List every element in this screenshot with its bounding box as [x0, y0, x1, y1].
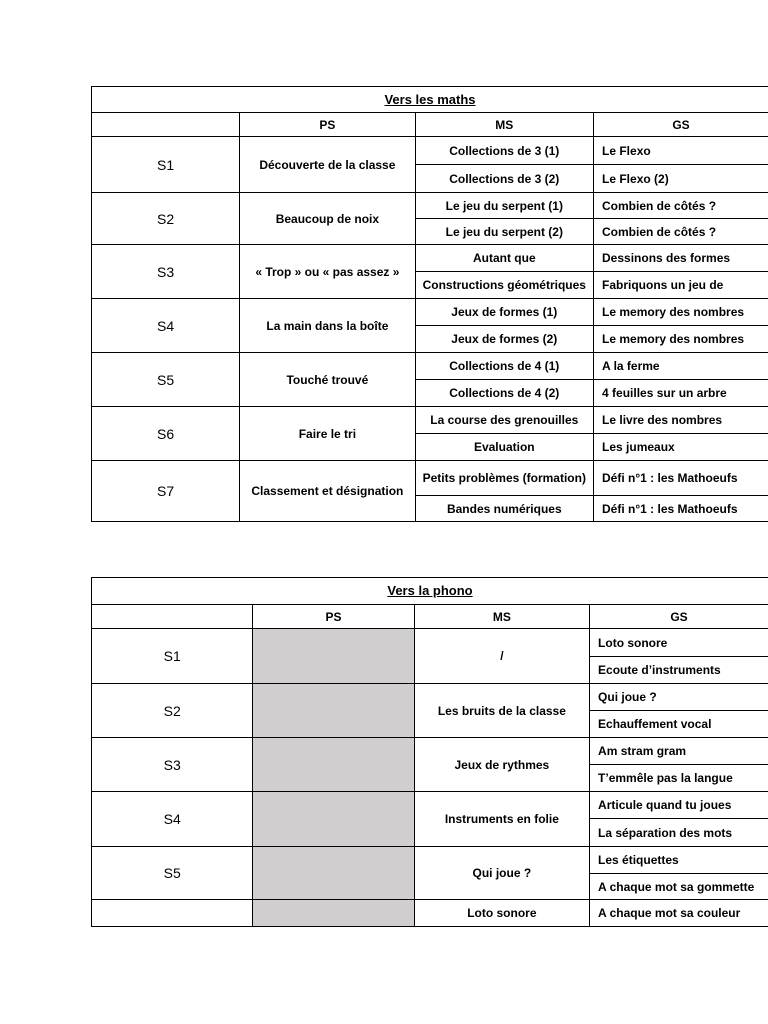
maths-gs-activity: Le memory des nombres	[594, 326, 768, 353]
maths-session: S4	[92, 299, 240, 353]
maths-session: S1	[92, 137, 240, 193]
maths-ms-activity: Collections de 3 (1)	[415, 137, 593, 165]
maths-ms-activity: Constructions géométriques	[415, 272, 593, 299]
maths-ms-activity: Evaluation	[415, 434, 593, 461]
maths-header-ms: MS	[415, 113, 593, 137]
maths-gs-activity: Le Flexo	[594, 137, 768, 165]
maths-header-empty	[92, 113, 240, 137]
phono-gs-activity: Loto sonore	[590, 629, 768, 657]
maths-ms-activity: Collections de 3 (2)	[415, 165, 593, 193]
phono-ps-empty-cell	[253, 738, 414, 792]
phono-session: S2	[92, 684, 253, 738]
phono-session	[92, 900, 253, 927]
phono-ms-activity: Les bruits de la classe	[414, 684, 589, 738]
phono-ps-empty-cell	[253, 629, 414, 684]
phono-gs-activity: A chaque mot sa gommette	[590, 874, 768, 900]
phono-ms-activity: /	[414, 629, 589, 684]
maths-gs-activity: A la ferme	[594, 353, 768, 380]
maths-ps-activity: Beaucoup de noix	[240, 193, 415, 245]
maths-gs-activity: Combien de côtés ?	[594, 219, 768, 245]
maths-ms-activity: Jeux de formes (1)	[415, 299, 593, 326]
maths-ps-activity: « Trop » ou « pas assez »	[240, 245, 415, 299]
phono-ps-empty-cell	[253, 900, 414, 927]
phono-gs-activity: Ecoute d’instruments	[590, 657, 768, 684]
maths-session: S6	[92, 407, 240, 461]
maths-gs-activity: Combien de côtés ?	[594, 193, 768, 219]
phono-ps-empty-cell	[253, 847, 414, 900]
phono-ms-activity: Instruments en folie	[414, 792, 589, 847]
maths-ms-activity: Collections de 4 (1)	[415, 353, 593, 380]
phono-ms-activity: Qui joue ?	[414, 847, 589, 900]
maths-ps-activity: Classement et désignation	[240, 461, 415, 522]
phono-gs-activity: Les étiquettes	[590, 847, 768, 874]
maths-gs-activity: Le livre des nombres	[594, 407, 768, 434]
maths-session: S5	[92, 353, 240, 407]
maths-gs-activity: Fabriquons un jeu de	[594, 272, 768, 299]
maths-gs-activity: Défi n°1 : les Mathoeufs	[594, 496, 768, 522]
maths-gs-activity: Dessinons des formes	[594, 245, 768, 272]
maths-ms-activity: Autant que	[415, 245, 593, 272]
maths-gs-activity: Les jumeaux	[594, 434, 768, 461]
maths-header-gs: GS	[594, 113, 768, 137]
maths-session: S7	[92, 461, 240, 522]
maths-ps-activity: La main dans la boîte	[240, 299, 415, 353]
phono-title: Vers la phono	[92, 578, 768, 605]
maths-gs-activity: Le Flexo (2)	[594, 165, 768, 193]
phono-ps-empty-cell	[253, 792, 414, 847]
phono-header-empty	[92, 605, 253, 629]
maths-title: Vers les maths	[92, 87, 768, 113]
phono-gs-activity: Articule quand tu joues	[590, 792, 768, 819]
maths-ms-activity: Le jeu du serpent (2)	[415, 219, 593, 245]
maths-ms-activity: Collections de 4 (2)	[415, 380, 593, 407]
phono-session: S1	[92, 629, 253, 684]
maths-session: S3	[92, 245, 240, 299]
maths-ms-activity: Petits problèmes (formation)	[415, 461, 593, 496]
phono-header-ps: PS	[253, 605, 414, 629]
phono-gs-activity: Qui joue ?	[590, 684, 768, 711]
phono-gs-activity: A chaque mot sa couleur	[590, 900, 768, 927]
phono-session: S4	[92, 792, 253, 847]
phono-header-gs: GS	[590, 605, 768, 629]
maths-session: S2	[92, 193, 240, 245]
phono-gs-activity: Echauffement vocal	[590, 711, 768, 738]
phono-ps-empty-cell	[253, 684, 414, 738]
maths-ps-activity: Faire le tri	[240, 407, 415, 461]
maths-ms-activity: Jeux de formes (2)	[415, 326, 593, 353]
maths-table	[91, 86, 768, 522]
phono-gs-activity: T’emmêle pas la langue	[590, 765, 768, 792]
maths-gs-activity: Défi n°1 : les Mathoeufs	[594, 461, 768, 496]
phono-gs-activity: La séparation des mots	[590, 819, 768, 847]
maths-gs-activity: Le memory des nombres	[594, 299, 768, 326]
maths-ms-activity: Bandes numériques	[415, 496, 593, 522]
maths-header-ps: PS	[240, 113, 415, 137]
phono-table	[91, 577, 768, 927]
phono-session: S3	[92, 738, 253, 792]
phono-session: S5	[92, 847, 253, 900]
phono-gs-activity: Am stram gram	[590, 738, 768, 765]
maths-ps-activity: Touché trouvé	[240, 353, 415, 407]
maths-ms-activity: La course des grenouilles	[415, 407, 593, 434]
maths-ms-activity: Le jeu du serpent (1)	[415, 193, 593, 219]
phono-ms-activity: Loto sonore	[414, 900, 589, 927]
maths-ps-activity: Découverte de la classe	[240, 137, 415, 193]
maths-gs-activity: 4 feuilles sur un arbre	[594, 380, 768, 407]
phono-ms-activity: Jeux de rythmes	[414, 738, 589, 792]
phono-header-ms: MS	[414, 605, 589, 629]
